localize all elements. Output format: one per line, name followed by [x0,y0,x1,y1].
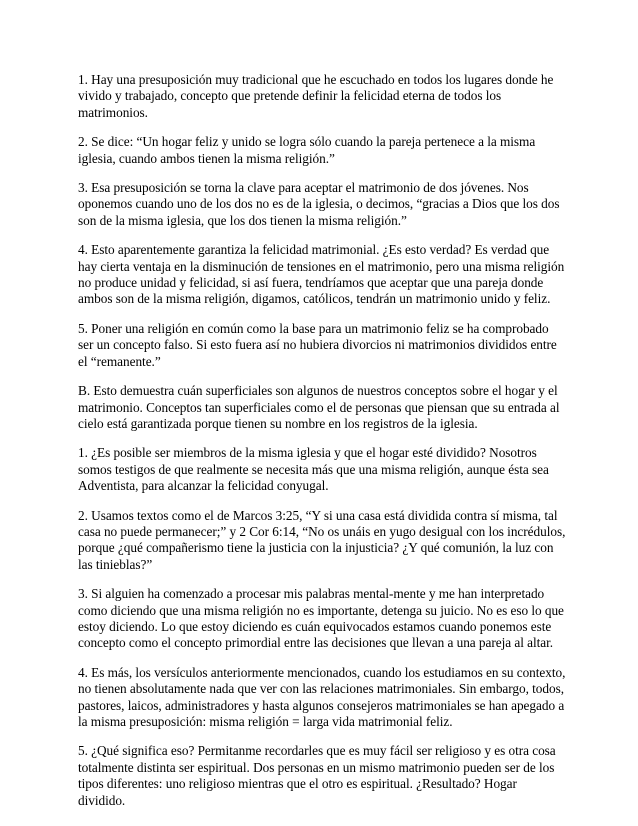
paragraph-4: 4. Esto aparentemente garantiza la felicidad matrimonial. ¿Es esto verdad? Es verdad que hay cierta ventaja en la disminución de tensiones en el matrimonio, pero una misma religión no produce unidad y felicidad, si así fuera, tendríamos que aceptar que una pareja donde ambos son de la misma religión, digamos, católicos, tendrán un matrimonio unido y feliz. [78,242,565,307]
paragraph-b2: 2. Usamos textos como el de Marcos 3:25, “Y si una casa está dividida contra sí misma, tal casa no puede permanecer;” y 2 Cor 6:14, “No os unáis en yugo desigual con los incrédulos, porque ¿qué compañerismo tiene la justicia con la injusticia? ¿Y qué comunión, la luz con las tinieblas?” [78,507,566,572]
paragraph-1: 1. Hay una presuposición muy tradicional que he escuchado en todos los lugares donde he vivido y trabajado, concepto que pretende definir la felicidad eterna de todos los matrimonios. [78,72,554,120]
paragraph-b: B. Esto demuestra cuán superficiales son algunos de nuestros conceptos sobre el hogar y el matrimonio. Conceptos tan superficiales como el de personas que piensan que su entrada al cielo está garantizada porque tienen su nombre en los registros de la iglesia. [78,383,560,431]
paragraph-5: 5. Poner una religión en común como la base para un matrimonio feliz se ha comprobado ser un concepto falso. Si esto fuera así no hubiera divorcios ni matrimonios divididos entre el “remanente.” [78,320,557,369]
paragraph-3: 3. Esa presuposición se torna la clave para aceptar el matrimonio de dos jóvenes. Nos oponemos cuando uno de los dos no es de la iglesia, o decimos, “gracias a Dios que los dos son de la misma iglesia, que los dos tienen la misma religión.” [78,180,560,228]
paragraph-b1: 1. ¿Es posible ser miembros de la misma iglesia y que el hogar esté dividido? Nosotros somos testigos de que realmente se necesita más que una misma religión, aunque ésta sea Adventista, para alcanzar la felicidad conyugal. [78,445,549,494]
paragraph-b4: 4. Es más, los versículos anteriormente mencionados, cuando los estudiamos en su contexto, no tienen absolutamente nada que ver con las relaciones matrimoniales. Sin embargo, todos, pastores, laicos, administradores y hasta algunos consejeros matrimoniales se han apegado a la misma presuposición: misma religión = larga vida matrimonial feliz. [78,664,566,729]
paragraph-b3: 3. Si alguien ha comenzado a procesar mis palabras mental-mente y me han interpretado como diciendo que una misma religión no es importante, detenga su juicio. No es eso lo que estoy diciendo. Lo que estoy diciendo es cuán equivocados estamos cuando ponemos este concepto como el concepto primordial entre las decisiones que llevan a una pareja al altar. [78,586,564,651]
paragraph-2: 2. Se dice: “Un hogar feliz y unido se logra sólo cuando la pareja pertenece a la misma iglesia, cuando ambos tienen la misma religión.” [78,134,536,166]
paragraph-b5: 5. ¿Qué significa eso? Permitanme recordarles que es muy fácil ser religioso y es otra cosa totalmente distinta ser espiritual. Dos personas en un mismo matrimonio pueden ser de los tipos diferentes: uno religioso mientras que el otro es espiritual. ¿Resultado? Hogar dividido. [78,743,556,808]
